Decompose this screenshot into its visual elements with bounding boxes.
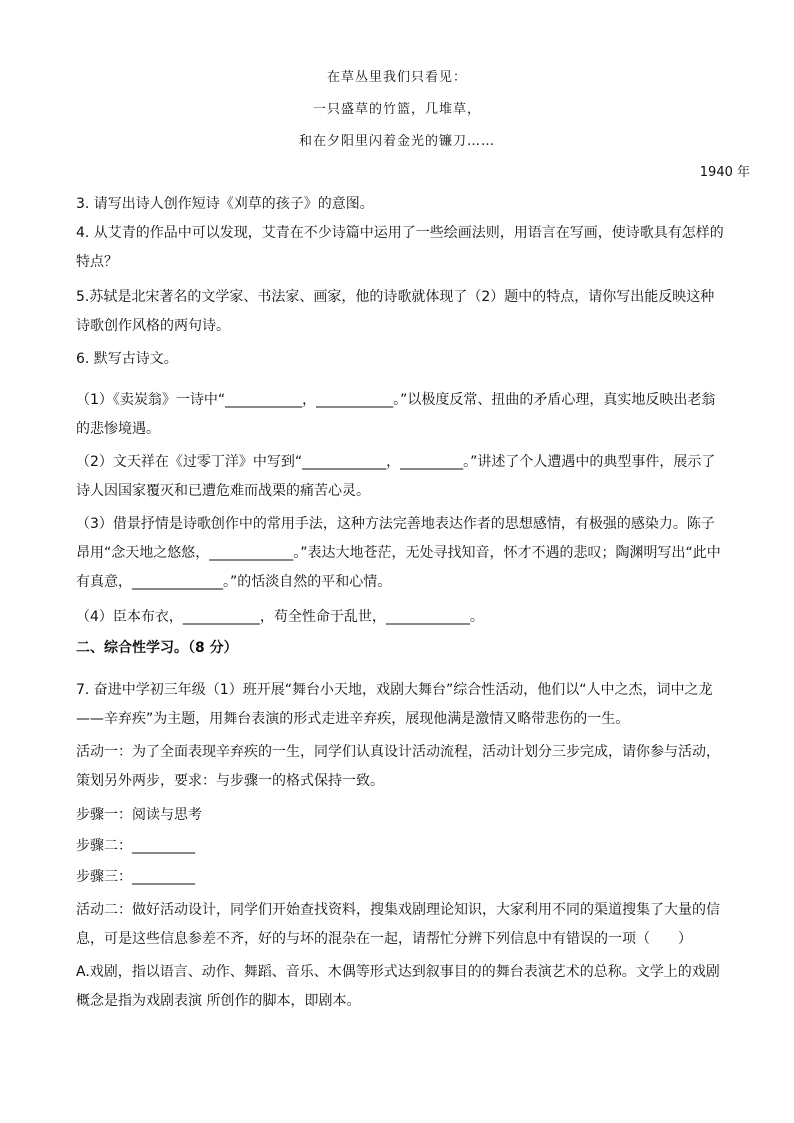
question-5: [76, 283, 726, 341]
section-2-heading: [76, 634, 726, 663]
question-6-4-text: （4）臣本布衣，___________，苟全性命于乱世，____________。: [76, 609, 484, 625]
step-1-text: 步骤一：阅读与思考: [76, 807, 202, 823]
question-7-text: 7. 奋进中学初三年级（1）班开展“舞台小天地，戏剧大舞台”综合性活动，他们以“人中之杰，词中之龙——辛弃疾”为主题，用舞台表演的形式走进辛弃疾，展现他满是激情又略带悲伤的一生。: [76, 682, 713, 727]
option-a: [76, 958, 726, 1016]
question-7: [76, 676, 726, 734]
question-6-4: [76, 603, 726, 632]
section-2-heading-text: 二、综合性学习。（8 分）: [76, 640, 238, 656]
option-a-text: A.戏剧，指以语言、动作、舞蹈、音乐、木偶等形式达到叙事目的的舞台表演艺术的总称。文学上的戏剧概念是指为戏剧表演 所创作的脚本，即剧本。: [76, 964, 720, 1009]
question-4-text: 4. 从艾青的作品中可以发现，艾青在不少诗篇中运用了一些绘画法则，用语言在写画，使诗歌具有怎样的特点？: [76, 225, 724, 270]
poem-line-1: 在草丛里我们只看见：: [326, 70, 467, 85]
step-2-text: 步骤二：_________: [76, 838, 195, 854]
question-6-text: 6. 默写古诗文。: [76, 351, 178, 367]
poem-line-2: 一只盛草的竹篮，几堆草，: [312, 102, 481, 117]
step-3: [76, 863, 726, 892]
question-3: [76, 190, 726, 219]
question-6-1: [76, 386, 726, 444]
activity-1-text: 活动一：为了全面表现辛弃疾的一生，同学们认真设计活动流程，活动计划分三步完成，请你参与活动，策划另外两步，要求：与步骤一的格式保持一致。: [76, 744, 720, 789]
step-3-text: 步骤三：_________: [76, 869, 195, 885]
question-6-3: [76, 510, 726, 597]
activity-2: [76, 896, 726, 954]
question-6: [76, 345, 726, 374]
question-3-text: 3. 请写出诗人创作短诗《刈草的孩子》的意图。: [76, 196, 374, 212]
poem-date: 1940 年: [699, 165, 750, 180]
question-6-3-text: （3）借景抒情是诗歌创作中的常用手法，这种方法完善地表达作者的思想感情，有极强的感染力。陈子昂用“念天地之悠悠，____________。”表达大地苍茫，无处寻找知音，怀才不遇的悲叹；陶渊明写出“此中有真意，_____________。”的恬淡自然的平和心情。: [76, 516, 721, 590]
question-6-1-text: （1）《卖炭翁》一诗中“___________，___________。”以极度反常、扭曲的矛盾心理，真实地反映出老翁的悲惨境遇。: [76, 392, 716, 437]
activity-2-text: 活动二：做好活动设计，同学们开始查找资料，搜集戏剧理论知识，大家利用不同的渠道搜集了大量的信息，可是这些信息参差不齐，好的与坏的混杂在一起，请帮忙分辨下列信息中有错误的一项（ ）: [76, 902, 720, 947]
step-1: [76, 801, 726, 830]
question-5-text: 5.苏轼是北宋著名的文学家、书法家、画家，他的诗歌就体现了（2）题中的特点，请你写出能反映这种诗歌创作风格的两句诗。: [76, 289, 715, 334]
question-6-2: [76, 448, 726, 506]
question-6-2-text: （2）文天祥在《过零丁洋》中写到“____________，_________。”讲述了个人遭遇中的典型事件，展示了诗人因国家覆灭和已遭危难而战栗的痛苦心灵。: [76, 454, 716, 499]
poem-line-3: 和在夕阳里闪着金光的镰刀……: [298, 134, 495, 149]
activity-1: [76, 738, 726, 796]
step-2: [76, 832, 726, 861]
question-4: [76, 219, 726, 277]
